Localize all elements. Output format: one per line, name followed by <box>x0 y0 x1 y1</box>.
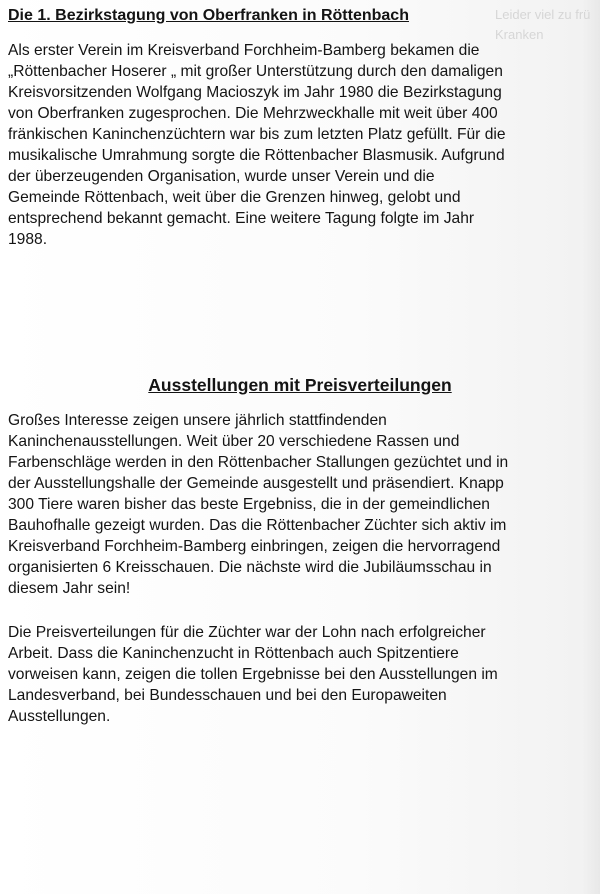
paragraph-bezirkstagung <box>8 40 556 250</box>
text-line: Landesverband, bei Bundesschauen und bei den Europaweiten <box>8 687 447 704</box>
text-line: vorweisen kann, zeigen die tollen Ergebnisse bei den Ausstellungen im <box>8 666 498 683</box>
text-line: musikalische Umrahmung sorgte die Röttenbacher Blasmusik. Aufgrund <box>8 147 505 164</box>
text-line: Bauhofhalle gezeigt wurden. Das die Röttenbacher Züchter sich aktiv im <box>8 517 507 534</box>
text-line: Als erster Verein im Kreisverband Forchheim-Bamberg bekamen die <box>8 42 480 59</box>
text-line: organisierten 6 Kreisschauen. Die nächste wird die Jubiläumsschau in <box>8 559 492 576</box>
text-line: Kreisvorsitzenden Wolfgang Macioszyk im Jahr 1980 die Bezirkstagung <box>8 84 502 101</box>
text-line: der überzeugenden Organisation, wurde unser Verein und die <box>8 168 435 185</box>
paragraph-preisverteilungen <box>8 622 556 727</box>
bleed-through-text: Leider viel zu frü <box>495 7 591 22</box>
bleed-through-text: Kranken <box>495 27 544 42</box>
text-line: von Oberfranken zugesprochen. Die Mehrzweckhalle mit weit über 400 <box>8 105 498 122</box>
section-heading-ausstellungen: Ausstellungen mit Preisverteilungen <box>148 375 452 395</box>
text-line: fränkischen Kaninchenzüchtern war bis zum letzten Platz gefüllt. Für die <box>8 126 506 143</box>
text-line: Ausstellungen. <box>8 708 111 725</box>
text-line: Gemeinde Röttenbach, weit über die Grenzen hinweg, gelobt und <box>8 189 461 206</box>
text-line: der Ausstellungshalle der Gemeinde ausgestellt und präsendiert. Knapp <box>8 475 504 492</box>
text-line: 300 Tiere waren bisher das beste Ergebniss, die in der gemeindlichen <box>8 496 490 513</box>
text-line: Farbenschläge werden in den Röttenbacher Stallungen gezüchtet und in <box>8 454 509 471</box>
text-line: Großes Interesse zeigen unsere jährlich stattfindenden <box>8 412 387 429</box>
text-line: „Röttenbacher Hoserer „ mit großer Unterstützung durch den damaligen <box>8 63 503 80</box>
paragraph-ausstellungen <box>8 410 556 599</box>
text-line: 1988. <box>8 231 48 248</box>
text-line: diesem Jahr sein! <box>8 580 131 597</box>
text-line: Kaninchenausstellungen. Weit über 20 verschiedene Rassen und <box>8 433 460 450</box>
text-line: Die Preisverteilungen für die Züchter war der Lohn nach erfolgreicher <box>8 624 486 641</box>
text-line: entsprechend bekannt gemacht. Eine weitere Tagung folgte im Jahr <box>8 210 475 227</box>
section-heading-bezirkstagung: Die 1. Bezirkstagung von Oberfranken in Röttenbach <box>8 7 409 24</box>
text-line: Arbeit. Dass die Kaninchenzucht in Röttenbach auch Spitzentiere <box>8 645 459 662</box>
text-line: Kreisverband Forchheim-Bamberg einbringen, zeigen die hervorragend <box>8 538 501 555</box>
